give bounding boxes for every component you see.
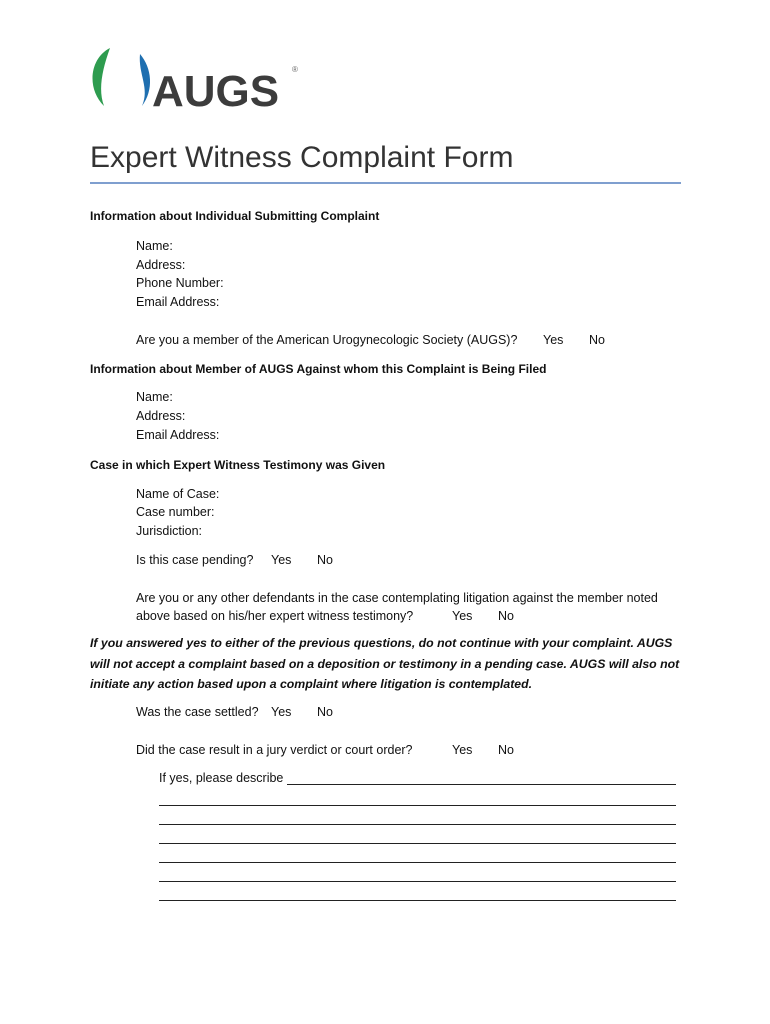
warning-text: will not accept a complaint based on a deposition or testimony in a pending case. AUGS will also not xyxy=(90,657,680,671)
question: Did the case result in a jury verdict or court order? xyxy=(136,743,413,757)
question: Is this case pending? xyxy=(136,553,254,567)
field-label: Address: xyxy=(136,258,186,272)
field-label: Name: xyxy=(136,390,173,404)
describe-line[interactable] xyxy=(159,805,676,806)
yes-option[interactable]: Yes xyxy=(271,705,292,719)
field-label: Name: xyxy=(136,239,173,253)
svg-text:®: ® xyxy=(292,65,298,74)
page-title: Expert Witness Complaint Form xyxy=(90,141,514,174)
question: Was the case settled? xyxy=(136,705,259,719)
question: above based on his/her expert witness testimony? xyxy=(136,609,414,623)
describe-line[interactable] xyxy=(159,900,676,901)
describe-label: If yes, please describe xyxy=(159,771,284,785)
no-option[interactable]: No xyxy=(317,705,333,719)
title-divider xyxy=(90,182,681,184)
warning-text: initiate any action based upon a complaint where litigation is contemplated. xyxy=(90,677,533,691)
no-option[interactable]: No xyxy=(498,743,514,757)
section-heading: Information about Individual Submitting Complaint xyxy=(90,209,380,223)
field-label: Email Address: xyxy=(136,295,220,309)
yes-option[interactable]: Yes xyxy=(452,743,473,757)
describe-line[interactable] xyxy=(159,862,676,863)
section-heading: Case in which Expert Witness Testimony was Given xyxy=(90,458,386,472)
yes-option[interactable]: Yes xyxy=(543,333,564,347)
describe-line[interactable] xyxy=(159,843,676,844)
describe-line[interactable] xyxy=(159,824,676,825)
yes-option[interactable]: Yes xyxy=(452,609,473,623)
question: Are you a member of the American Urogynecologic Society (AUGS)? xyxy=(136,333,518,347)
field-label: Case number: xyxy=(136,505,215,519)
field-label: Address: xyxy=(136,409,186,423)
field-label: Jurisdiction: xyxy=(136,524,202,538)
question: Are you or any other defendants in the case contemplating litigation against the member noted xyxy=(136,591,658,605)
field-label: Phone Number: xyxy=(136,276,224,290)
section-heading: Information about Member of AUGS Against whom this Complaint is Being Filed xyxy=(90,362,547,376)
no-option[interactable]: No xyxy=(589,333,605,347)
describe-line[interactable] xyxy=(159,881,676,882)
no-option[interactable]: No xyxy=(317,553,333,567)
no-option[interactable]: No xyxy=(498,609,514,623)
warning-text: If you answered yes to either of the previous questions, do not continue with your complaint. AUGS xyxy=(90,636,673,650)
field-label: Name of Case: xyxy=(136,487,220,501)
field-label: Email Address: xyxy=(136,428,220,442)
describe-line[interactable] xyxy=(287,784,676,785)
augs-logo xyxy=(88,44,308,117)
yes-option[interactable]: Yes xyxy=(271,553,292,567)
svg-text:AUGS: AUGS xyxy=(152,67,280,114)
